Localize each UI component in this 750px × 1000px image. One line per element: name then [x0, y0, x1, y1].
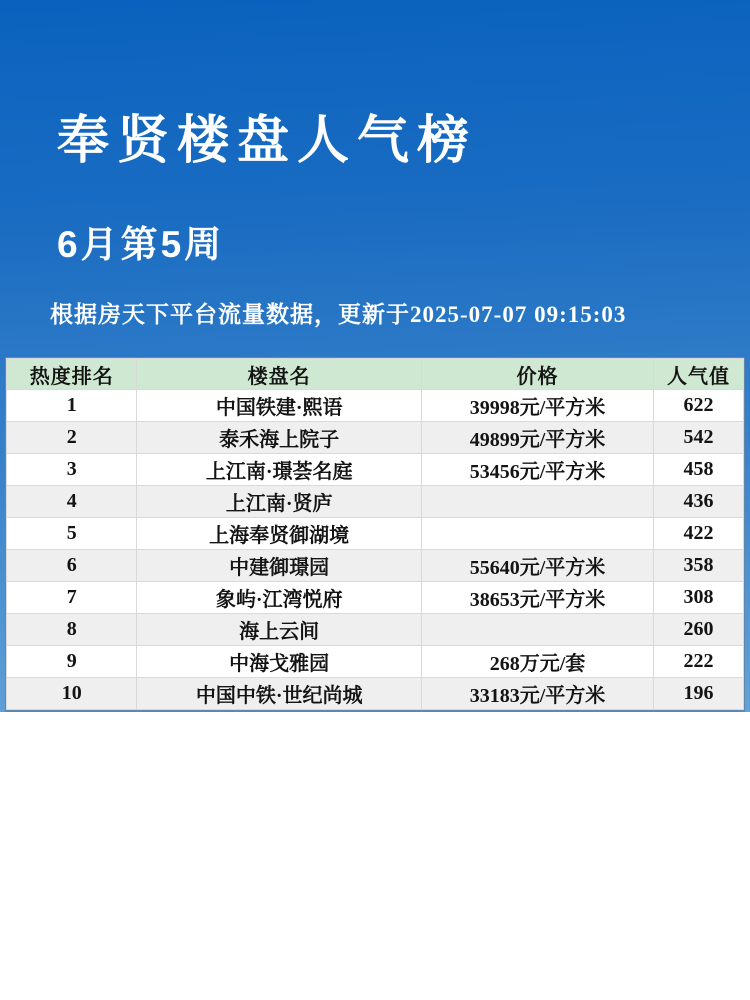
popularity-cell: 222	[654, 646, 744, 678]
table-row	[7, 518, 744, 550]
property-name-cell: 中海戈雅园	[137, 646, 421, 678]
popularity-cell: 260	[654, 614, 744, 646]
property-name-cell: 中国铁建·熙语	[137, 390, 421, 422]
ranking-table-grid	[6, 358, 744, 710]
popularity-cell: 622	[654, 390, 744, 422]
price-cell: 39998元/平方米	[421, 390, 653, 422]
property-name-cell: 上江南·璟荟名庭	[137, 454, 421, 486]
rank-cell: 4	[7, 486, 137, 518]
price-cell	[421, 614, 653, 646]
rank-cell: 10	[7, 678, 137, 710]
popularity-cell: 358	[654, 550, 744, 582]
popularity-cell: 436	[654, 486, 744, 518]
rank-cell: 3	[7, 454, 137, 486]
column-header-price: 价格	[421, 359, 653, 390]
popularity-cell: 458	[654, 454, 744, 486]
price-cell: 53456元/平方米	[421, 454, 653, 486]
rank-cell: 7	[7, 582, 137, 614]
page-title: 奉贤楼盘人气榜	[57, 112, 478, 170]
rank-cell: 2	[7, 422, 137, 454]
price-cell: 33183元/平方米	[421, 678, 653, 710]
table-row	[7, 454, 744, 486]
rank-cell: 1	[7, 390, 137, 422]
ranking-table	[5, 357, 745, 712]
price-cell: 55640元/平方米	[421, 550, 653, 582]
rank-cell: 9	[7, 646, 137, 678]
property-name-cell: 泰禾海上院子	[137, 422, 421, 454]
popularity-cell: 308	[654, 582, 744, 614]
popularity-cell: 542	[654, 422, 744, 454]
property-name-cell: 上海奉贤御湖境	[137, 518, 421, 550]
property-name-cell: 海上云间	[137, 614, 421, 646]
table-row	[7, 646, 744, 678]
property-name-cell: 上江南·贤庐	[137, 486, 421, 518]
column-header-popularity: 人气值	[654, 359, 744, 390]
property-name-cell: 象屿·江湾悦府	[137, 582, 421, 614]
table-row	[7, 390, 744, 422]
table-row	[7, 550, 744, 582]
price-cell	[421, 486, 653, 518]
rank-cell: 5	[7, 518, 137, 550]
column-header-name: 楼盘名	[137, 359, 421, 390]
popularity-cell: 196	[654, 678, 744, 710]
table-body	[7, 390, 744, 710]
rank-cell: 8	[7, 614, 137, 646]
rank-cell: 6	[7, 550, 137, 582]
price-cell: 38653元/平方米	[421, 582, 653, 614]
period-subtitle: 6月第5周	[57, 224, 225, 265]
table-row	[7, 582, 744, 614]
table-row	[7, 486, 744, 518]
table-header-row	[7, 359, 744, 390]
table-row	[7, 678, 744, 710]
price-cell: 49899元/平方米	[421, 422, 653, 454]
column-header-rank: 热度排名	[7, 359, 137, 390]
popularity-cell: 422	[654, 518, 744, 550]
price-cell	[421, 518, 653, 550]
price-cell: 268万元/套	[421, 646, 653, 678]
data-source-caption: 根据房天下平台流量数据，更新于2025-07-07 09:15:03	[50, 302, 627, 327]
property-name-cell: 中建御璟园	[137, 550, 421, 582]
table-row	[7, 422, 744, 454]
table-row	[7, 614, 744, 646]
property-name-cell: 中国中铁·世纪尚城	[137, 678, 421, 710]
